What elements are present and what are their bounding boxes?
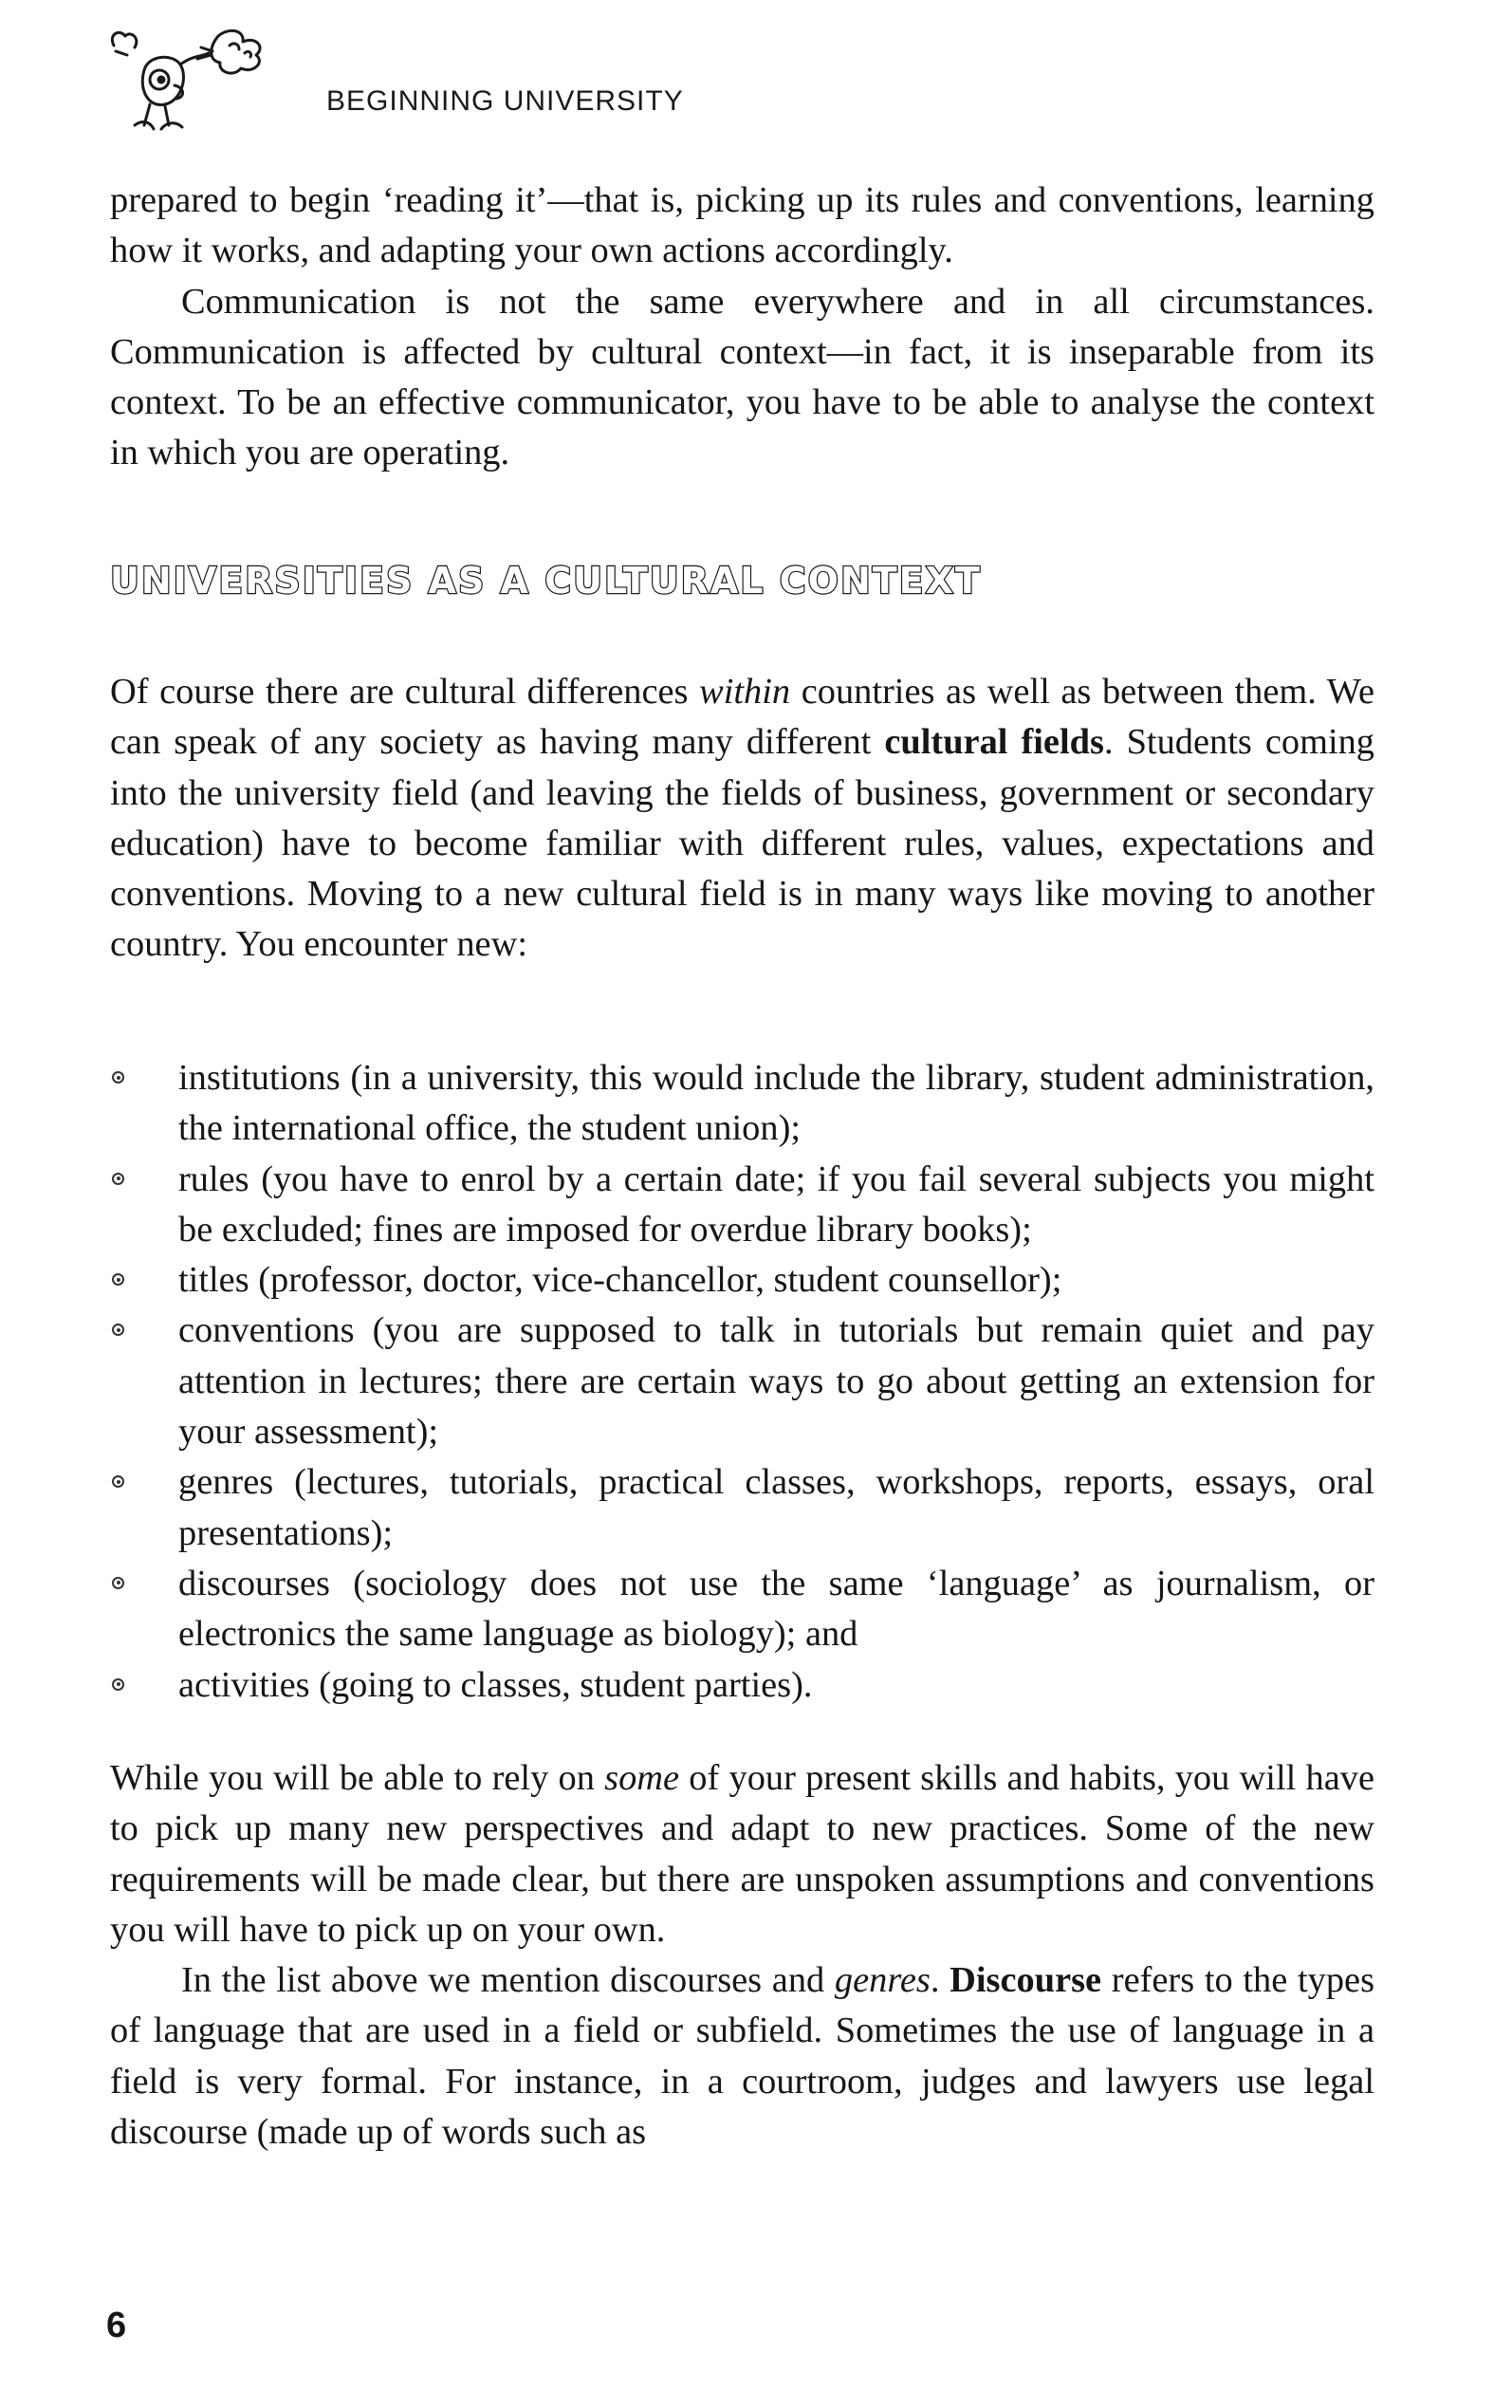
list-item — [110, 1255, 1374, 1306]
cartoon-mascot-logo — [106, 27, 305, 150]
list-item-text: activities (going to classes, student parties). — [178, 1664, 813, 1705]
paragraph-cultural-fields — [110, 667, 1374, 971]
paragraph-continuation: prepared to begin ‘reading it’—that is, picking up its rules and conventions, learning how it works, and adapting your own actions accordingly. — [110, 180, 1374, 271]
text-run: countries as well as between them. We can speak of any society as having many different — [110, 672, 1374, 763]
opening-paragraphs — [110, 176, 1374, 479]
bullet-icon — [112, 1678, 124, 1691]
list-item — [110, 1660, 1374, 1711]
text-run: refers to the types of language that are used in a field or subfield. Sometimes the use of language in a field is very formal. For instance, in a courtroom, judges and lawyers use legal discourse (made up of words such as — [110, 1960, 1375, 2153]
bullet-icon — [112, 1273, 124, 1286]
running-head — [106, 27, 770, 150]
text-run: Of course there are cultural differences — [110, 672, 700, 712]
key-term-discourse: Discourse — [950, 1960, 1102, 2001]
text-run: While you will be able to rely on — [110, 1758, 605, 1798]
bullet-icon — [112, 1577, 124, 1589]
section-heading: UNIVERSITIES AS A CULTURAL CONTEXT — [110, 560, 982, 602]
emphasis-some: some — [604, 1758, 680, 1798]
paragraph-perspectives — [110, 1753, 1374, 1955]
closing-paragraphs — [110, 1753, 1374, 2158]
list-item-text: titles (professor, doctor, vice-chancellor, student counsellor); — [178, 1260, 1062, 1301]
list-item-text: institutions (in a university, this would include the library, student administration, the international office, the student union); — [178, 1058, 1374, 1149]
bullet-icon — [112, 1173, 124, 1185]
key-term-cultural-fields: cultural fields — [884, 722, 1104, 763]
cultural-fields-paragraph — [110, 667, 1374, 971]
list-item-text: rules (you have to enrol by a certain date; if you fail several subjects you might be excluded; fines are imposed for overdue library books); — [178, 1158, 1374, 1250]
list-item — [110, 1306, 1374, 1457]
encounter-list — [110, 1053, 1374, 1711]
running-head-title: BEGINNING UNIVERSITY — [326, 85, 684, 117]
bullet-icon — [112, 1071, 124, 1084]
bullet-icon — [112, 1475, 124, 1488]
list-item-text: genres (lectures, tutorials, practical classes, workshops, reports, essays, oral presentations); — [178, 1462, 1374, 1553]
list-item — [110, 1053, 1374, 1155]
page-number: 6 — [106, 2306, 127, 2345]
text-run: In the list above we mention discourses and — [181, 1960, 835, 2001]
text-run: . — [930, 1960, 950, 2001]
list-item-text: conventions (you are supposed to talk in tutorials but remain quiet and pay attention in lectures; there are certain ways to go about getting an extension for your assessment); — [178, 1310, 1374, 1453]
paragraph-discourse — [110, 1955, 1374, 2158]
emphasis-genres: genres — [834, 1960, 931, 2001]
list-item-text: discourses (sociology does not use the same ‘language’ as journalism, or electronics the same language as biology); and — [178, 1563, 1374, 1655]
text-run: . Students coming into the university field (and leaving the fields of business, government or secondary education) have to become familiar with different rules, values, expectations and conventions. Moving to a new cultural field is in many ways like moving to another country. You encounter new: — [110, 722, 1375, 965]
emphasis-within: within — [699, 672, 791, 712]
list-item — [110, 1559, 1374, 1660]
paragraph-communication: Communication is not the same everywhere and in all circumstances. Communication is affected by cultural context—in fact, it is inseparable from its context. To be an effective communicator, you have to be able to analyse the context in which you are operating. — [110, 281, 1374, 473]
list-item — [110, 1155, 1374, 1256]
list-item — [110, 1457, 1374, 1559]
bullet-icon — [112, 1324, 124, 1336]
text-run: of your present skills and habits, you will have to pick up many new perspectives and adapt to new practices. Some of the new requirements will be made clear, but there are unspoken assumptions and conventions you will have to pick up on your own. — [110, 1758, 1374, 1950]
